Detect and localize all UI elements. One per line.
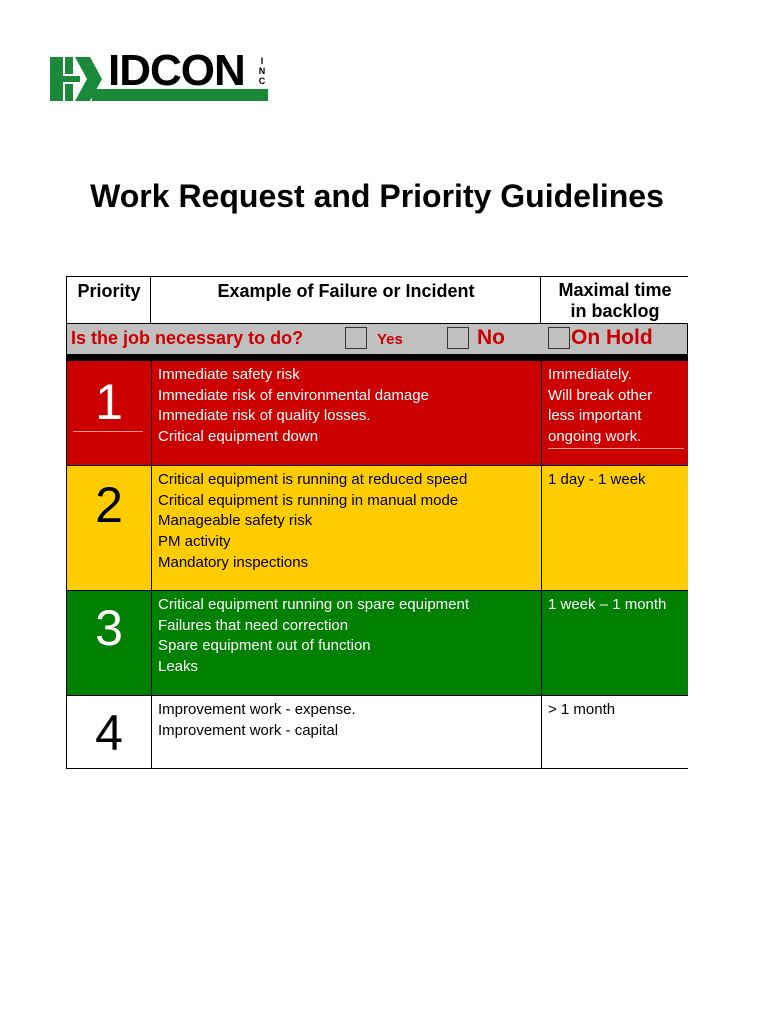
priority-table: [66, 276, 688, 769]
max-time-cell: [541, 361, 689, 465]
example-cell: [151, 466, 541, 590]
max-time-line: 1 week – 1 month: [548, 596, 667, 613]
max-time-line: Will break other: [548, 386, 653, 404]
priority-number: [67, 361, 151, 465]
example-line: Manageable safety risk: [158, 512, 313, 530]
example-line: Failures that need correction: [158, 616, 349, 634]
example-line: Critical equipment running on spare equipment: [158, 596, 470, 613]
example-line: Immediate safety risk: [158, 366, 300, 383]
logo-inc-letter: I: [260, 56, 264, 66]
priority-number-text: 1: [95, 374, 123, 430]
necessity-question-row: [66, 323, 688, 354]
max-time-cell: [541, 591, 689, 695]
max-time-line: less important: [548, 407, 642, 425]
priority-row-4: [66, 696, 688, 769]
priority-number-text: 3: [95, 600, 123, 656]
header-maximal-time: [540, 277, 689, 326]
priority-number: [67, 696, 151, 768]
max-time-cell: [541, 696, 689, 768]
example-line: Critical equipment is running in manual mode: [158, 491, 459, 509]
yes-checkbox[interactable]: [345, 327, 367, 349]
max-time-line: 1 day - 1 week: [548, 471, 646, 488]
example-cell: [151, 361, 541, 465]
no-label: No: [477, 326, 505, 349]
logo-inc-letter: C: [258, 76, 266, 86]
priority-row-3: [66, 591, 688, 696]
priority-row-2: [66, 466, 688, 591]
header-example: Example of Failure or Incident: [150, 277, 541, 324]
divider: [548, 448, 684, 449]
divider: [66, 354, 688, 361]
example-line: Improvement work - capital: [158, 721, 339, 739]
example-line: PM activity: [158, 533, 231, 551]
no-checkbox[interactable]: [447, 327, 469, 349]
priority-number: [67, 591, 151, 695]
logo-inc-letter: N: [258, 66, 266, 76]
max-time-line: Immediately.: [548, 366, 632, 383]
logo-text: IDCON: [108, 46, 245, 95]
priority-number: [67, 466, 151, 590]
header-maximal-line2: in backlog: [570, 301, 660, 321]
example-line: Critical equipment down: [158, 428, 319, 446]
header-maximal-line1: Maximal time: [558, 280, 672, 300]
table-header: [66, 276, 688, 323]
priority-number-text: 4: [95, 705, 123, 761]
max-time-line: > 1 month: [548, 701, 616, 718]
example-line: Mandatory inspections: [158, 553, 309, 571]
on-hold-checkbox[interactable]: [548, 327, 570, 349]
example-line: Spare equipment out of function: [158, 637, 371, 655]
question-text: Is the job necessary to do?: [71, 328, 304, 348]
example-cell: [151, 696, 541, 768]
priority-number-text: 2: [95, 477, 123, 533]
example-line: Immediate risk of environmental damage: [158, 386, 429, 404]
logo-inc: [255, 56, 269, 86]
on-hold-label: On Hold: [571, 326, 653, 349]
example-cell: [151, 591, 541, 695]
example-line: Immediate risk of quality losses.: [158, 407, 371, 425]
example-line: Improvement work - expense.: [158, 701, 356, 718]
example-line: Leaks: [158, 658, 199, 676]
max-time-line: ongoing work.: [548, 428, 642, 446]
priority-row-1: [66, 361, 688, 466]
header-priority: Priority: [66, 277, 151, 324]
divider: [73, 431, 143, 432]
idcon-logo: [50, 46, 270, 103]
page-title: Work Request and Priority Guidelines: [90, 178, 664, 214]
max-time-cell: [541, 466, 689, 590]
yes-label: Yes: [377, 331, 403, 348]
example-line: Critical equipment is running at reduced speed: [158, 471, 468, 488]
